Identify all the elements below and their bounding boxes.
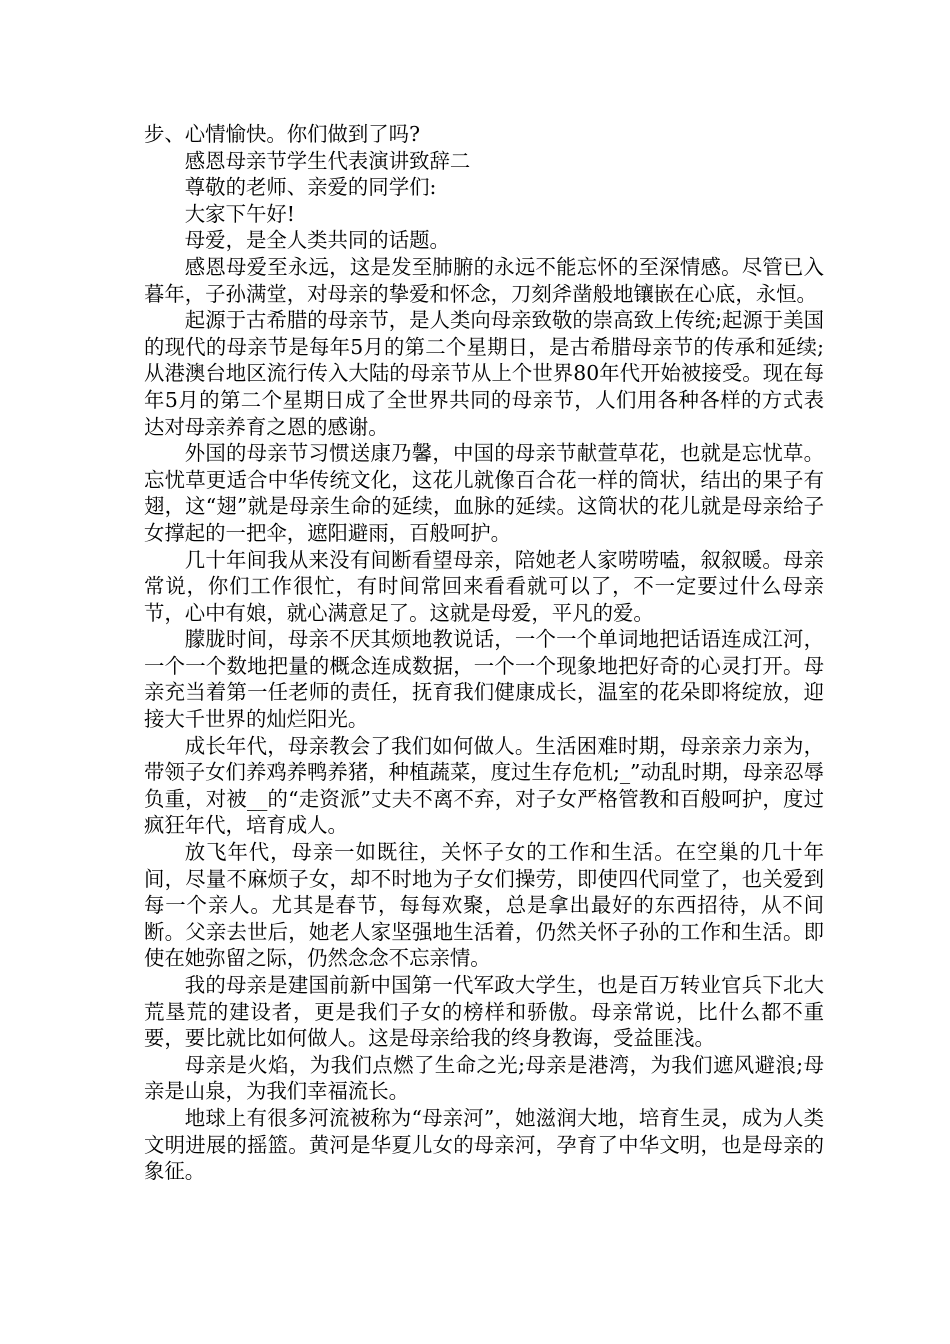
document-page [144,121,824,1185]
paragraph: 感恩母爱至永远，这是发至肺腑的永远不能忘怀的至深情感。尽管已入暮年，子孙满堂，对母亲的挚爱和怀念，刀刻斧凿般地镶嵌在心底，永恒。 [144,254,824,306]
paragraph: 成长年代，母亲教会了我们如何做人。生活困难时期，母亲亲力亲为，带领子女们养鸡养鸭养猪，种植蔬菜，度过生存危机;_”动乱时期，母亲忍辱负重，对被__的“走资派”丈夫不离不弃，对子女严格管教和百般呵护，度过疯狂年代，培育成人。 [144,733,824,838]
speech-title: 感恩母亲节学生代表演讲致辞二 [184,148,471,173]
paragraph: 外国的母亲节习惯送康乃馨，中国的母亲节献萱草花，也就是忘忧草。忘忧草更适合中华传统文化，这花儿就像百合花一样的筒状，结出的果子有翅，这“翅”就是母亲生命的延续，血脉的延续。这筒状的花儿就是母亲给子女撑起的一把伞，遮阳避雨，百般呵护。 [144,441,824,545]
paragraph: 几十年间我从来没有间断看望母亲，陪她老人家唠唠嗑，叙叙暖。母亲常说，你们工作很忙，有时间常回来看看就可以了，不一定要过什么母亲节，心中有娘，就心满意足了。这就是母爱，平凡的爱。 [144,547,824,625]
paragraph: 母亲是火焰，为我们点燃了生命之光;母亲是港湾，为我们遮风避浪;母亲是山泉，为我们幸福流长。 [144,1052,824,1104]
paragraph: 起源于古希腊的母亲节，是人类向母亲致敬的崇高致上传统;起源于美国的现代的母亲节是每年5月的第二个星期日，是古希腊母亲节的传承和延续;从港澳台地区流行传入大陆的母亲节从上个世界80年代开始被接受。现在每年5月的第二个星期日成了全世界共同的母亲节，人们用各种各样的方式表达对母亲养育之恩的感谢。 [144,308,824,439]
paragraph: 我的母亲是建国前新中国第一代军政大学生，也是百万转业官兵下北大荒垦荒的建设者，更是我们子女的榜样和骄傲。母亲常说，比什么都不重要，要比就比如何做人。这是母亲给我的终身教诲，受益匪浅。 [144,973,824,1051]
paragraph: 地球上有很多河流被称为“母亲河”，她滋润大地，培育生灵，成为人类文明进展的摇篮。黄河是华夏儿女的母亲河，孕育了中华文明，也是母亲的象征。 [144,1105,824,1184]
paragraph: 朦胧时间，母亲不厌其烦地教说话，一个一个单词地把话语连成江河，一个一个数地把量的概念连成数据，一个一个现象地把好奇的心灵打开。母亲充当着第一任老师的责任，抚育我们健康成长，温室的花朵即将绽放，迎接大千世界的灿烂阳光。 [144,627,824,732]
paragraph-continuation: 步、心情愉快。你们做到了吗? [144,122,421,146]
paragraph: 放飞年代，母亲一如既往，关怀子女的工作和生活。在空巢的几十年间，尽量不麻烦子女，却不时地为子女们操劳，即使四代同堂了，也关爱到每一个亲人。尤其是春节，每每欢聚，总是拿出最好的东西招待，从不间断。父亲去世后，她老人家坚强地生活着，仍然关怀子孙的工作和生活。即使在她弥留之际，仍然念念不忘亲情。 [144,840,824,971]
paragraph: 母爱，是全人类共同的话题。 [184,228,450,253]
salutation: 尊敬的老师、亲爱的同学们: [184,175,437,200]
greeting: 大家下午好! [184,201,295,226]
